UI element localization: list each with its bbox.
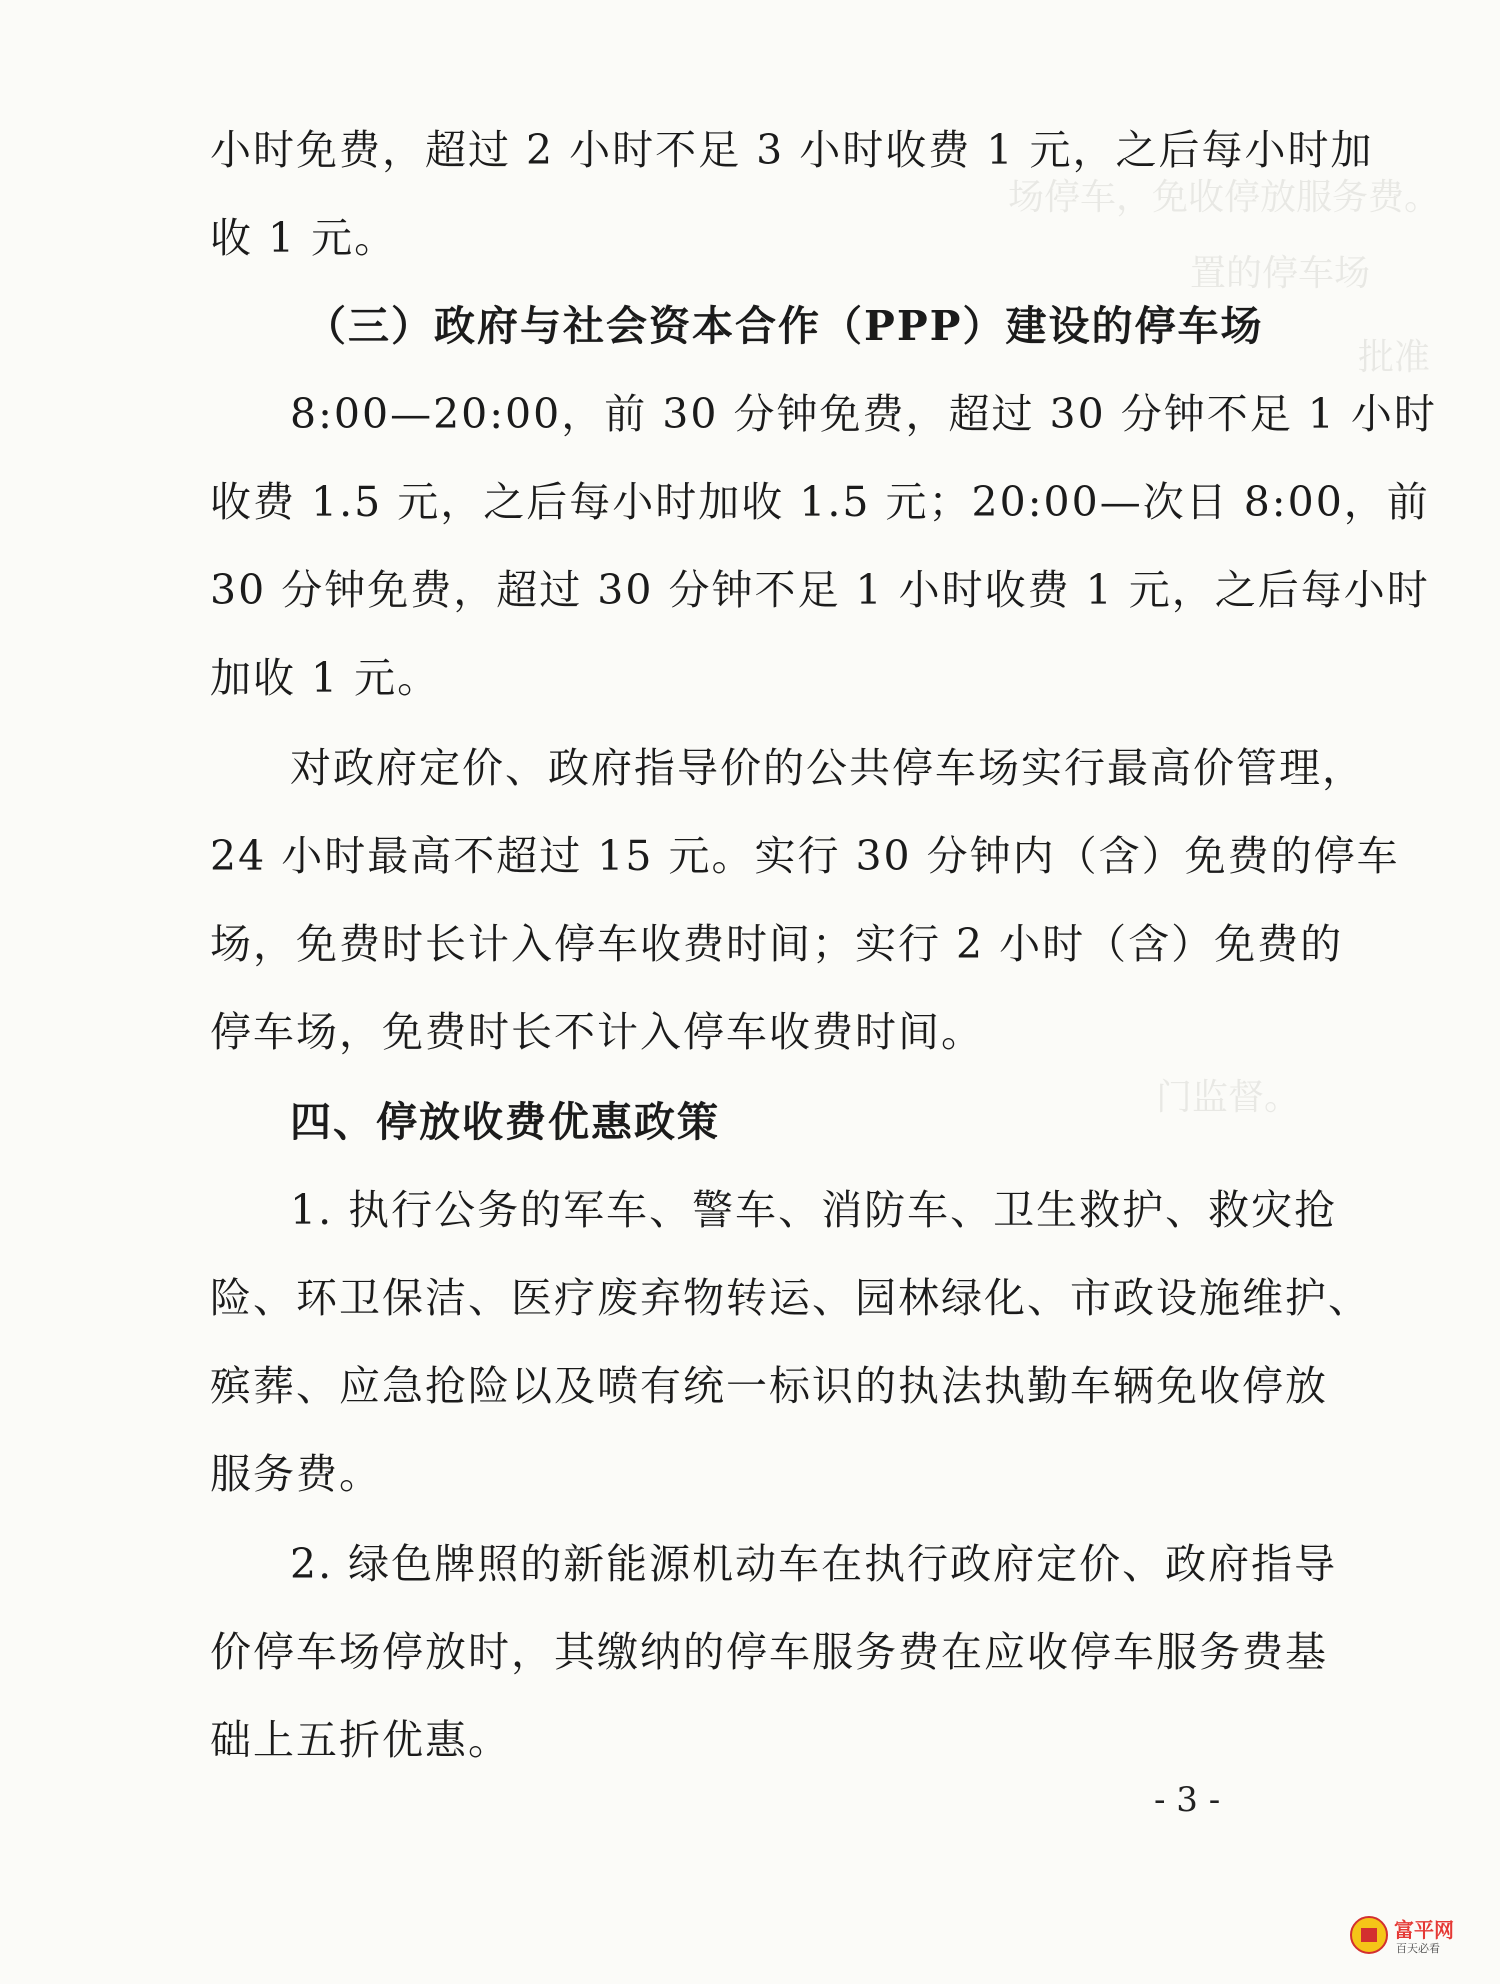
bleed-line: 门监督。 (1155, 1077, 1300, 1118)
watermark-slogan: 百天必看 (1396, 1942, 1440, 1955)
body-line-7: 加收 1 元。 (210, 654, 441, 702)
bleed-line: 场停车，免收停放服务费。 (1007, 177, 1440, 218)
section-subheading-ppp: （三）政府与社会资本合作（PPP）建设的停车场 (305, 302, 1264, 350)
body-line-6: 30 分钟免费，超过 30 分钟不足 1 小时收费 1 元，之后每小时 (210, 566, 1430, 614)
body-line-15: 殡葬、应急抢险以及喷有统一标识的执法执勤车辆免收停放 (210, 1362, 1328, 1410)
body-line-14: 险、环卫保洁、医疗废弃物转运、园林绿化、市政设施维护、 (210, 1274, 1371, 1322)
body-line-13: 1. 执行公务的军车、警车、消防车、卫生救护、救灾抢 (290, 1186, 1338, 1234)
body-line-2: 收 1 元。 (210, 214, 398, 262)
body-line-10: 场，免费时长计入停车收费时间；实行 2 小时（含）免费的 (210, 920, 1344, 968)
watermark-name: 富平网 (1394, 1918, 1454, 1942)
page-number: - 3 - (1154, 1780, 1221, 1820)
body-line-5: 收费 1.5 元，之后每小时加收 1.5 元；20:00—次日 8:00，前 (210, 478, 1430, 526)
body-line-17: 2. 绿色牌照的新能源机动车在执行政府定价、政府指导 (290, 1540, 1338, 1588)
watermark-logo-icon (1350, 1916, 1388, 1954)
body-line-19: 础上五折优惠。 (210, 1716, 511, 1764)
body-line-9: 24 小时最高不超过 15 元。实行 30 分钟内（含）免费的停车 (210, 832, 1400, 880)
body-line-18: 价停车场停放时，其缴纳的停车服务费在应收停车服务费基 (210, 1628, 1328, 1676)
body-line-11: 停车场，免费时长不计入停车收费时间。 (210, 1008, 984, 1056)
body-line-4: 8:00—20:00，前 30 分钟免费，超过 30 分钟不足 1 小时 (290, 390, 1437, 438)
section-heading-discount-policy: 四、停放收费优惠政策 (290, 1098, 720, 1146)
body-line-16: 服务费。 (210, 1450, 382, 1498)
body-line-1: 小时免费，超过 2 小时不足 3 小时收费 1 元，之后每小时加 (210, 126, 1374, 174)
bleed-line: 置的停车场 (1189, 253, 1370, 294)
site-watermark (1350, 1914, 1470, 1962)
body-line-8: 对政府定价、政府指导价的公共停车场实行最高价管理， (290, 744, 1365, 792)
bleed-line: 批准 (1357, 337, 1430, 378)
